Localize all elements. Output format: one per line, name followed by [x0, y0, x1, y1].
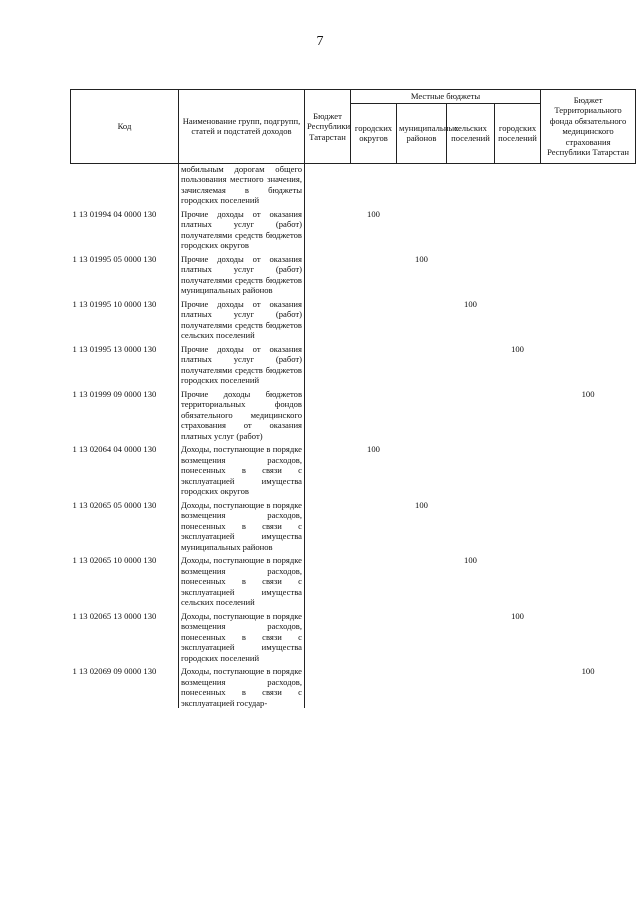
header-urban-settlements: городских поселений: [495, 103, 541, 163]
table-row: [71, 441, 636, 497]
table-row: [71, 608, 636, 664]
row-value-urban-settlements: [495, 663, 541, 708]
header-local-budgets: Местные бюджеты: [351, 90, 541, 104]
row-value-urban-settlements: [495, 163, 541, 206]
row-value-city-districts: [351, 251, 397, 296]
header-city-districts: городских округов: [351, 103, 397, 163]
row-name: Прочие доходы бюджетов территориальных фондов обязательного медицинского страхования от оказания платных услуг (работ): [179, 386, 305, 442]
row-value-republic: [305, 608, 351, 664]
row-value-republic: [305, 552, 351, 608]
row-value-rural-settlements: [447, 663, 495, 708]
table-body: [71, 163, 636, 708]
table-row: [71, 497, 636, 553]
row-value-municipal-districts: [397, 163, 447, 206]
row-value-rural-settlements: [447, 163, 495, 206]
row-code: 1 13 01994 04 0000 130: [72, 208, 157, 219]
row-value-tfoms: [541, 497, 636, 553]
row-code: 1 13 02064 04 0000 130: [72, 444, 157, 454]
table-row: [71, 341, 636, 386]
row-value-rural-settlements: [447, 608, 495, 664]
header-rural-settlements: сельских поселений: [447, 103, 495, 163]
row-name: мобильным дорогам общего пользования местного значения, зачисляемая в бюджеты городских поселений: [179, 163, 305, 206]
row-value-rural-settlements: [447, 497, 495, 553]
table-row: [71, 163, 636, 206]
row-value-municipal-districts: [397, 386, 447, 442]
row-value-urban-settlements: [495, 386, 541, 442]
row-name: Доходы, поступающие в порядке возмещения расходов, понесенных в связи с эксплуатацией имущества муниципальных районов: [179, 497, 305, 553]
row-name: Прочие доходы от оказания платных услуг (работ) получателями средств бюджетов сельских поселений: [179, 296, 305, 341]
table-row: [71, 296, 636, 341]
row-value-municipal-districts: [397, 663, 447, 708]
row-value-urban-settlements: [495, 251, 541, 296]
header-republic-budget: Бюджет Республики Татарстан: [305, 90, 351, 164]
row-value-municipal-districts: [397, 441, 447, 497]
row-value-rural-settlements: [447, 441, 495, 497]
header-tfoms-budget: Бюджет Территориального фонда обязательного медицинского страхования Республики Татарстан: [541, 90, 636, 164]
row-value-rural-settlements: 100: [464, 298, 477, 309]
row-name: Прочие доходы от оказания платных услуг (работ) получателями средств бюджетов городских округов: [179, 206, 305, 251]
row-value-municipal-districts: [397, 552, 447, 608]
row-code: 1 13 02065 13 0000 130: [72, 610, 157, 621]
row-value-urban-settlements: [495, 497, 541, 553]
row-value-republic: [305, 296, 351, 341]
table-row: [71, 552, 636, 608]
row-value-tfoms: [541, 341, 636, 386]
row-value-tfoms: [541, 296, 636, 341]
header-name: Наименование групп, подгрупп, статей и подстатей доходов: [179, 90, 305, 164]
row-value-republic: [305, 663, 351, 708]
row-value-republic: [305, 497, 351, 553]
row-value-republic: [305, 206, 351, 251]
row-value-city-districts: [351, 497, 397, 553]
row-value-tfoms: [541, 608, 636, 664]
row-value-municipal-districts: 100: [415, 499, 428, 510]
row-value-municipal-districts: [397, 206, 447, 251]
row-value-city-districts: 100: [367, 444, 380, 454]
row-value-rural-settlements: [447, 251, 495, 296]
header-code: Код: [71, 90, 179, 164]
row-value-republic: [305, 386, 351, 442]
row-value-republic: [305, 341, 351, 386]
row-code: 1 13 01995 05 0000 130: [72, 253, 157, 264]
row-code: 1 13 01995 13 0000 130: [72, 343, 157, 354]
row-value-rural-settlements: [447, 341, 495, 386]
row-code: 1 13 01995 10 0000 130: [72, 298, 157, 309]
table-row: [71, 386, 636, 442]
row-name: Прочие доходы от оказания платных услуг (работ) получателями средств бюджетов муниципальных районов: [179, 251, 305, 296]
row-value-urban-settlements: 100: [511, 610, 524, 621]
row-value-rural-settlements: 100: [464, 555, 477, 565]
row-value-urban-settlements: [495, 552, 541, 608]
row-name: Доходы, поступающие в порядке возмещения расходов, понесенных в связи с эксплуатацией имущества городских поселений: [179, 608, 305, 664]
row-value-city-districts: [351, 552, 397, 608]
row-value-city-districts: [351, 341, 397, 386]
page-number: 7: [316, 34, 324, 49]
row-value-tfoms: [541, 251, 636, 296]
row-value-tfoms: [541, 206, 636, 251]
row-value-republic: [305, 163, 351, 206]
row-value-city-districts: [351, 296, 397, 341]
row-value-rural-settlements: [447, 386, 495, 442]
row-value-urban-settlements: 100: [511, 343, 524, 354]
row-name: Прочие доходы от оказания платных услуг (работ) получателями средств бюджетов городских поселений: [179, 341, 305, 386]
row-value-urban-settlements: [495, 206, 541, 251]
row-code: 1 13 02065 05 0000 130: [72, 499, 157, 510]
row-value-municipal-districts: [397, 341, 447, 386]
row-value-municipal-districts: [397, 296, 447, 341]
table-row: [71, 251, 636, 296]
row-name: Доходы, поступающие в порядке возмещения расходов, понесенных в связи с эксплуатацией имущества городских округов: [179, 441, 305, 497]
row-value-rural-settlements: [447, 206, 495, 251]
row-value-municipal-districts: 100: [415, 253, 428, 264]
row-value-republic: [305, 441, 351, 497]
row-name: Доходы, поступающие в порядке возмещения расходов, понесенных в связи с эксплуатацией государ-: [179, 663, 305, 708]
row-value-city-districts: 100: [367, 208, 380, 219]
row-value-tfoms: [541, 441, 636, 497]
row-value-republic: [305, 251, 351, 296]
table-row: [71, 663, 636, 708]
row-code: 1 13 02069 09 0000 130: [72, 666, 157, 676]
row-code: 1 13 01999 09 0000 130: [72, 388, 157, 399]
row-name: Доходы, поступающие в порядке возмещения расходов, понесенных в связи с эксплуатацией имущества сельских поселений: [179, 552, 305, 608]
row-value-tfoms: 100: [581, 388, 595, 399]
row-value-city-districts: [351, 608, 397, 664]
row-value-city-districts: [351, 386, 397, 442]
row-value-tfoms: [541, 163, 636, 206]
row-value-tfoms: [541, 552, 636, 608]
row-value-city-districts: [351, 163, 397, 206]
row-value-city-districts: [351, 663, 397, 708]
row-code: [71, 163, 179, 206]
row-value-urban-settlements: [495, 296, 541, 341]
row-value-municipal-districts: [397, 608, 447, 664]
row-value-urban-settlements: [495, 441, 541, 497]
row-code: 1 13 02065 10 0000 130: [72, 555, 157, 565]
revenue-distribution-table: [70, 89, 636, 708]
row-value-tfoms: 100: [581, 666, 595, 676]
header-municipal-districts: муниципальных районов: [397, 103, 447, 163]
table-row: [71, 206, 636, 251]
